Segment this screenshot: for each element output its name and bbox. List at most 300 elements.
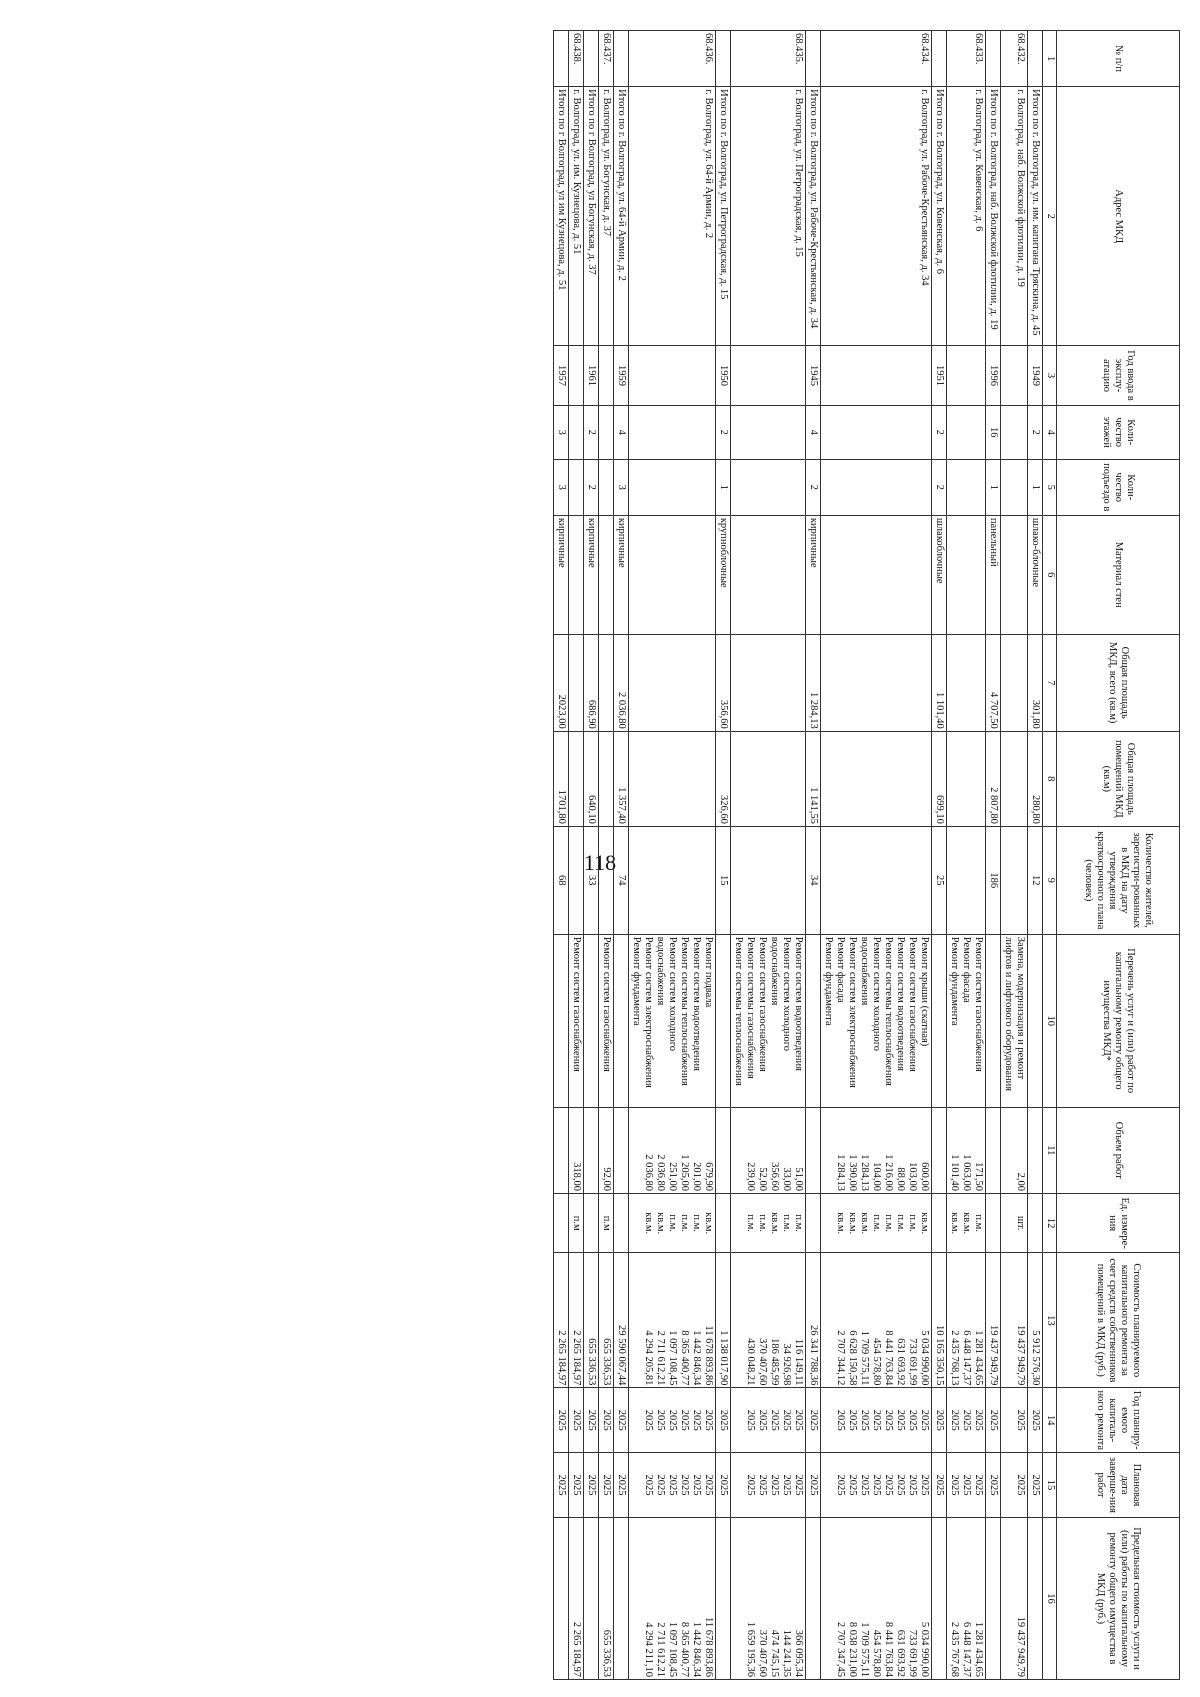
cell-col-9: 12 <box>1028 826 1043 934</box>
cell-line: 8 038 231,00 <box>847 1621 858 1677</box>
cell-col-14 <box>932 1388 947 1453</box>
cell-col-5: 2 <box>932 459 947 515</box>
cell-line: 2025 <box>847 1474 858 1496</box>
cell-col-9 <box>1001 826 1028 934</box>
cell-line: 474 745,15 <box>769 1629 780 1677</box>
cell-line: п.м. <box>883 1214 894 1232</box>
cell-line: п.м. <box>667 1214 678 1232</box>
cell-line: п.м. <box>793 1214 804 1232</box>
cell-col-11 <box>731 1107 806 1193</box>
cell-col-9 <box>569 826 584 934</box>
cell-col-6: кирпичные <box>806 515 821 634</box>
cell-col-13 <box>932 1253 947 1388</box>
cell-col-8 <box>731 731 806 826</box>
column-header-6: Материал стен <box>1057 515 1180 634</box>
cell-col-5 <box>731 459 806 515</box>
cell-col-5 <box>821 459 932 515</box>
cell-col-4: 2 <box>716 405 731 459</box>
cell-line: 2025 <box>871 1474 882 1496</box>
cell-col-12 <box>1001 1193 1028 1252</box>
cell-col-4: 2 <box>1028 405 1043 459</box>
cell-col-15 <box>731 1453 806 1518</box>
cell-line: 2025 <box>907 1409 918 1431</box>
column-number-14: 14 <box>1043 1388 1057 1453</box>
cell-col-15 <box>1001 1453 1028 1518</box>
cell-line: Ремонт систем водоотведения <box>793 936 804 1071</box>
cell-line: 600,00 <box>919 1162 930 1191</box>
cell-line: 2025 <box>808 1409 819 1431</box>
cell-line: 2025 <box>793 1409 804 1431</box>
cell-col-12 <box>986 1193 1001 1252</box>
cell-col-9 <box>821 826 932 934</box>
cell-line: 2025 <box>769 1474 780 1496</box>
cell-col-9: 34 <box>806 826 821 934</box>
cell-line: 2025 <box>691 1409 702 1431</box>
cell-line: 5 034 990,00 <box>919 1621 930 1677</box>
column-number-11: 11 <box>1043 1107 1057 1193</box>
cell-col-10 <box>554 934 569 1107</box>
cell-line: 4 294 211,10 <box>643 1622 654 1677</box>
cell-col-16 <box>629 1517 716 1679</box>
cell-line: Ремонт подвала <box>703 936 714 1008</box>
cell-line: 2025 <box>781 1409 792 1431</box>
cell-line: кв.м. <box>835 1212 846 1235</box>
cell-col-10 <box>569 934 584 1107</box>
column-header-8: Общая площадь помещений МКД (кв.м) <box>1057 731 1180 826</box>
cell-line: Ремонт систем холодного водоснабжения <box>859 936 882 1051</box>
cell-line: 6 448 147,37 <box>961 1330 972 1386</box>
cell-line: 1 205,00 <box>679 1154 690 1191</box>
cell-col-2: г. Волгоград, ул. Богунская, д. 37 <box>599 87 614 346</box>
cell-line: 11 678 893,86 <box>703 1617 714 1677</box>
cell-line: 2025 <box>1015 1474 1026 1496</box>
cell-col-9: 186 <box>986 826 1001 934</box>
table-header-row <box>1057 31 1180 1680</box>
cell-col-14 <box>599 1388 614 1453</box>
cell-line: 1 390,00 <box>847 1154 858 1191</box>
cell-col-3 <box>1001 346 1028 405</box>
cell-col-14 <box>821 1388 932 1453</box>
cell-col-13 <box>806 1253 821 1388</box>
cell-line: 733 691,99 <box>907 1338 918 1386</box>
cell-col-8: 326,60 <box>716 731 731 826</box>
cell-col-8: 280,80 <box>1028 731 1043 826</box>
cell-col-3: 1957 <box>554 346 569 405</box>
cell-line: 1 284,13 <box>835 1154 846 1191</box>
column-number-5: 5 <box>1043 459 1057 515</box>
cell-col-2: Итого по г. Волгоград, ул. Ковенская, д. 6 <box>932 87 947 346</box>
cell-line: Ремонт системы теплоснабжения <box>733 936 744 1086</box>
cell-line: 19 437 949,79 <box>1015 1324 1026 1386</box>
cell-col-13 <box>947 1253 986 1388</box>
cell-col-10 <box>986 934 1001 1107</box>
cell-line: 51,00 <box>793 1167 804 1191</box>
cell-col-1: 68.438. <box>569 31 584 87</box>
cell-col-14 <box>986 1388 1001 1453</box>
cell-col-8: 699,10 <box>932 731 947 826</box>
cell-col-3: 1949 <box>1028 346 1043 405</box>
column-number-3: 3 <box>1043 346 1057 405</box>
cell-col-7: 2023,00 <box>554 634 569 731</box>
cell-col-3: 1996 <box>986 346 1001 405</box>
cell-col-9 <box>629 826 716 934</box>
cell-line: п.м. <box>907 1214 918 1232</box>
cell-line: 6 448 147,37 <box>961 1621 972 1677</box>
cell-line: Ремонт систем газоснабжения <box>973 936 984 1072</box>
cell-col-2: Итого по г. Волгоград, наб. Волжской флотилии, д. 19 <box>986 87 1001 346</box>
cell-line: 6 628 150,58 <box>847 1330 858 1386</box>
cell-line: п.м. <box>757 1214 768 1232</box>
page-number: 118 <box>583 850 617 875</box>
cell-col-14 <box>629 1388 716 1453</box>
cell-line: 29 590 067,44 <box>616 1324 627 1386</box>
column-number-2: 2 <box>1043 87 1057 346</box>
cell-col-9 <box>731 826 806 934</box>
cell-line: 92,00 <box>601 1167 612 1191</box>
cell-line: 1 097 108,45 <box>667 1621 678 1677</box>
cell-col-2: Итого по г Волгоград, ул Богунская, д. 37 <box>584 87 599 346</box>
cell-line: 2025 <box>1030 1409 1041 1431</box>
cell-col-15 <box>614 1453 629 1518</box>
cell-line: 655 336,53 <box>586 1338 597 1386</box>
cell-line: 2025 <box>643 1474 654 1496</box>
column-header-11: Объем работ <box>1057 1107 1180 1193</box>
cell-col-9: 68 <box>554 826 569 934</box>
cell-line: 251,00 <box>667 1162 678 1191</box>
cell-line: 8 365 400,77 <box>679 1621 690 1677</box>
cell-line: п.м. <box>679 1214 690 1232</box>
cell-line: 2025 <box>601 1474 612 1496</box>
cell-line: 655 336,53 <box>601 1338 612 1386</box>
cell-col-12 <box>614 1193 629 1252</box>
cell-line: 2025 <box>679 1474 690 1496</box>
cell-col-1 <box>716 31 731 87</box>
cell-line: 2 265 184,97 <box>571 1621 582 1677</box>
cell-line: 2 711 612,21 <box>655 1622 666 1677</box>
cell-line: 2025 <box>871 1409 882 1431</box>
cell-col-2: г. Волгоград, ул. им. Кузнецова, д. 51 <box>569 87 584 346</box>
table-row <box>599 31 614 1680</box>
cell-col-16 <box>1028 1517 1043 1679</box>
cell-line: 2025 <box>556 1409 567 1431</box>
cell-col-13 <box>629 1253 716 1388</box>
cell-col-16 <box>731 1517 806 1679</box>
cell-col-11 <box>932 1107 947 1193</box>
column-header-3: Год ввода в эксплу-атацию <box>1057 346 1180 405</box>
cell-col-12 <box>554 1193 569 1252</box>
cell-col-1: 68.435. <box>731 31 806 87</box>
cell-col-11 <box>986 1107 1001 1193</box>
cell-line: 2025 <box>616 1474 627 1496</box>
cell-col-10 <box>614 934 629 1107</box>
column-header-13: Стоимость планируемого капитального ремонта за счет средств собственников помещений в МКД (руб.) <box>1057 1253 1180 1388</box>
cell-col-6: кирпичные <box>614 515 629 634</box>
column-number-13: 13 <box>1043 1253 1057 1388</box>
cell-line: 2025 <box>655 1409 666 1431</box>
cell-col-6: шлако-блочные <box>1028 515 1043 634</box>
cell-col-8 <box>569 731 584 826</box>
column-header-4: Коли-чество этажей <box>1057 405 1180 459</box>
column-header-2: Адрес МКД <box>1057 87 1180 346</box>
cell-col-1 <box>1028 31 1043 87</box>
column-header-7: Общая площадь МКД, всего (кв.м) <box>1057 634 1180 731</box>
cell-col-11 <box>629 1107 716 1193</box>
cell-col-3 <box>599 346 614 405</box>
cell-line: 1 281 434,65 <box>973 1621 984 1677</box>
cell-col-3 <box>569 346 584 405</box>
cell-line: п.м. <box>691 1214 702 1232</box>
cell-line: 2025 <box>949 1474 960 1496</box>
cell-line: 19 437 949,79 <box>1015 1616 1026 1677</box>
cell-line: 2025 <box>616 1409 627 1431</box>
cell-line: 2025 <box>973 1409 984 1431</box>
cell-line: 2025 <box>667 1474 678 1496</box>
cell-col-5: 1 <box>986 459 1001 515</box>
cell-col-3: 1961 <box>584 346 599 405</box>
cell-col-14 <box>554 1388 569 1453</box>
cell-col-14 <box>716 1388 731 1453</box>
column-header-10: Перечень услуг и (или) работ по капитальному ремонту общего имущества МКД* <box>1057 934 1180 1107</box>
total-row <box>986 31 1001 1680</box>
cell-col-15 <box>716 1453 731 1518</box>
cell-col-15 <box>584 1453 599 1518</box>
cell-line: Ремонт фундамента <box>823 936 834 1026</box>
cell-col-15 <box>947 1453 986 1518</box>
cell-col-11 <box>947 1107 986 1193</box>
cell-col-7 <box>569 634 584 731</box>
cell-line: 2 265 184,97 <box>556 1330 567 1386</box>
cell-line: 2025 <box>757 1409 768 1431</box>
cell-col-2: г. Волгоград, ул. Рабоче-Крестьянская, д. 34 <box>821 87 932 346</box>
column-header-1: № п/п <box>1057 31 1180 87</box>
cell-line: 1 281 434,65 <box>973 1330 984 1386</box>
cell-line: Ремонт систем холодного водоснабжения <box>655 936 678 1051</box>
cell-col-11 <box>614 1107 629 1193</box>
column-number-4: 4 <box>1043 405 1057 459</box>
table-body <box>554 31 1043 1680</box>
cell-col-9: 33 <box>584 826 599 934</box>
cell-col-1 <box>584 31 599 87</box>
cell-line: кв.м. <box>859 1212 870 1235</box>
cell-col-6 <box>821 515 932 634</box>
cell-col-7 <box>629 634 716 731</box>
cell-line: 116 149,11 <box>793 1338 804 1386</box>
cell-col-4 <box>821 405 932 459</box>
cell-line: 1 442 846,34 <box>691 1621 702 1677</box>
cell-line: 370 407,60 <box>757 1338 768 1386</box>
cell-col-12 <box>821 1193 932 1252</box>
cell-col-13 <box>584 1253 599 1388</box>
cell-col-5 <box>629 459 716 515</box>
cell-col-14 <box>1001 1388 1028 1453</box>
cell-col-13 <box>821 1253 932 1388</box>
cell-line: Ремонт системы теплоснабжения <box>883 936 894 1086</box>
cell-col-6 <box>947 515 986 634</box>
cell-col-11 <box>554 1107 569 1193</box>
cell-line: 171,50 <box>973 1162 984 1191</box>
cell-col-7 <box>821 634 932 731</box>
cell-col-15 <box>1028 1453 1043 1518</box>
cell-col-6 <box>731 515 806 634</box>
cell-col-4: 16 <box>986 405 1001 459</box>
cell-col-15 <box>569 1453 584 1518</box>
cell-col-8 <box>1001 731 1028 826</box>
cell-line: 8 441 763,84 <box>883 1621 894 1677</box>
cell-line: кв.м. <box>961 1212 972 1235</box>
cell-line: 2025 <box>679 1409 690 1431</box>
cell-col-7 <box>731 634 806 731</box>
cell-col-3: 1959 <box>614 346 629 405</box>
cell-line: Ремонт системы теплоснабжения <box>679 936 690 1086</box>
cell-col-12 <box>1028 1193 1043 1252</box>
cell-col-8: 1701,80 <box>554 731 569 826</box>
cell-line: п.м. <box>895 1214 906 1232</box>
cell-line: Ремонт систем водоотведения <box>691 936 702 1071</box>
cell-col-1 <box>986 31 1001 87</box>
cell-col-10 <box>731 934 806 1107</box>
column-number-7: 7 <box>1043 634 1057 731</box>
cell-col-1: 68.432. <box>1001 31 1028 87</box>
cell-col-15 <box>629 1453 716 1518</box>
cell-line: 2 707 344,12 <box>835 1330 846 1386</box>
cell-col-3 <box>629 346 716 405</box>
cell-col-16 <box>932 1517 947 1679</box>
cell-col-14 <box>947 1388 986 1453</box>
cell-col-10 <box>806 934 821 1107</box>
cell-col-8 <box>629 731 716 826</box>
cell-col-1 <box>932 31 947 87</box>
cell-col-13 <box>599 1253 614 1388</box>
cell-col-9 <box>947 826 986 934</box>
cell-line: 2025 <box>745 1474 756 1496</box>
cell-col-8 <box>947 731 986 826</box>
cell-col-13 <box>614 1253 629 1388</box>
cell-col-9: 15 <box>716 826 731 934</box>
cell-col-3: 1945 <box>806 346 821 405</box>
cell-line: 104,00 <box>871 1162 882 1191</box>
cell-line: Ремонт систем электроснабжения <box>847 936 858 1088</box>
column-number-15: 15 <box>1043 1453 1057 1518</box>
cell-col-11 <box>584 1107 599 1193</box>
cell-col-15 <box>821 1453 932 1518</box>
cell-col-4 <box>599 405 614 459</box>
cell-col-10 <box>1028 934 1043 1107</box>
column-header-12: Ед. измере-ния <box>1057 1193 1180 1252</box>
cell-line: шт. <box>1015 1215 1026 1231</box>
cell-col-6 <box>1001 515 1028 634</box>
cell-line: 655 336,53 <box>601 1629 612 1677</box>
cell-col-7: 4 707,50 <box>986 634 1001 731</box>
cell-col-10 <box>716 934 731 1107</box>
cell-col-7: 2 036,80 <box>614 634 629 731</box>
cell-col-6 <box>599 515 614 634</box>
column-header-15: Плановая дата заверше-ния работ <box>1057 1453 1180 1518</box>
cell-col-13 <box>986 1253 1001 1388</box>
cell-line: 88,00 <box>895 1167 906 1191</box>
cell-col-3: 1951 <box>932 346 947 405</box>
cell-line: 2025 <box>835 1474 846 1496</box>
cell-line: 2,00 <box>1015 1172 1026 1191</box>
cell-col-15 <box>932 1453 947 1518</box>
cell-col-2: Итого по г Волгоград, ул им Кузнецова, д. 51 <box>554 87 569 346</box>
cell-col-12 <box>932 1193 947 1252</box>
column-number-10: 10 <box>1043 934 1057 1107</box>
cell-line: 2025 <box>1030 1474 1041 1496</box>
cell-line: 11 678 893,86 <box>703 1325 714 1386</box>
cell-line: 19 437 949,79 <box>988 1324 999 1386</box>
table-row <box>821 31 932 1680</box>
cell-col-7: 301,80 <box>1028 634 1043 731</box>
cell-line: 1 216,00 <box>883 1154 894 1191</box>
total-row <box>554 31 569 1680</box>
cell-line: Ремонт крыши (скатная) <box>919 936 930 1047</box>
cell-col-8: 1 357,40 <box>614 731 629 826</box>
column-number-9: 9 <box>1043 826 1057 934</box>
cell-line: 2 265 184,97 <box>571 1330 582 1386</box>
cell-col-10 <box>932 934 947 1107</box>
cell-col-16 <box>584 1517 599 1679</box>
cell-line: 2025 <box>934 1409 945 1431</box>
cell-col-4 <box>569 405 584 459</box>
cell-col-5 <box>1001 459 1028 515</box>
cell-line: 2025 <box>571 1409 582 1431</box>
cell-col-13 <box>716 1253 731 1388</box>
cell-col-11 <box>599 1107 614 1193</box>
cell-col-12 <box>569 1193 584 1252</box>
cell-line: 34 926,98 <box>781 1343 792 1386</box>
cell-line: 5 034 990,00 <box>919 1330 930 1386</box>
cell-line: 2025 <box>973 1474 984 1496</box>
cell-line: Ремонт фундамента <box>631 936 642 1026</box>
cell-col-6: панельный <box>986 515 1001 634</box>
cell-line: 10 165 350,15 <box>934 1324 945 1386</box>
cell-line: 430 048,21 <box>745 1338 756 1386</box>
cell-line: 2025 <box>586 1409 597 1431</box>
cell-line: Ремонт систем газоснабжения <box>601 936 612 1072</box>
cell-line: 2025 <box>919 1409 930 1431</box>
cell-col-7 <box>947 634 986 731</box>
cell-col-5: 2 <box>584 459 599 515</box>
cell-col-16 <box>599 1517 614 1679</box>
cell-col-11 <box>1001 1107 1028 1193</box>
cell-col-14 <box>569 1388 584 1453</box>
cell-col-12 <box>599 1193 614 1252</box>
cell-line: 2025 <box>988 1474 999 1496</box>
cell-col-8 <box>599 731 614 826</box>
cell-line: 1 284,13 <box>859 1154 870 1191</box>
cell-line: 356,60 <box>769 1162 780 1191</box>
cell-line: 366 095,34 <box>793 1629 804 1677</box>
cell-col-11 <box>821 1107 932 1193</box>
cell-line: 2025 <box>571 1474 582 1496</box>
cell-line: 239,00 <box>745 1162 756 1191</box>
cell-line: 2025 <box>601 1409 612 1431</box>
cell-col-14 <box>584 1388 599 1453</box>
cell-line: кв.м. <box>643 1212 654 1235</box>
column-number-1: 1 <box>1043 31 1057 87</box>
cell-col-7: 686,90 <box>584 634 599 731</box>
cell-col-4 <box>947 405 986 459</box>
cell-line: п.м. <box>781 1214 792 1232</box>
cell-line: 2025 <box>703 1474 714 1496</box>
cell-col-2: г. Волгоград, ул. 64-й Армии, д. 2 <box>629 87 716 346</box>
cell-line: кв.м. <box>949 1212 960 1235</box>
cell-col-12 <box>629 1193 716 1252</box>
cell-line: 2025 <box>691 1474 702 1496</box>
column-number-12: 12 <box>1043 1193 1057 1252</box>
cell-col-4: 4 <box>806 405 821 459</box>
cell-line: 318,00 <box>571 1162 582 1191</box>
